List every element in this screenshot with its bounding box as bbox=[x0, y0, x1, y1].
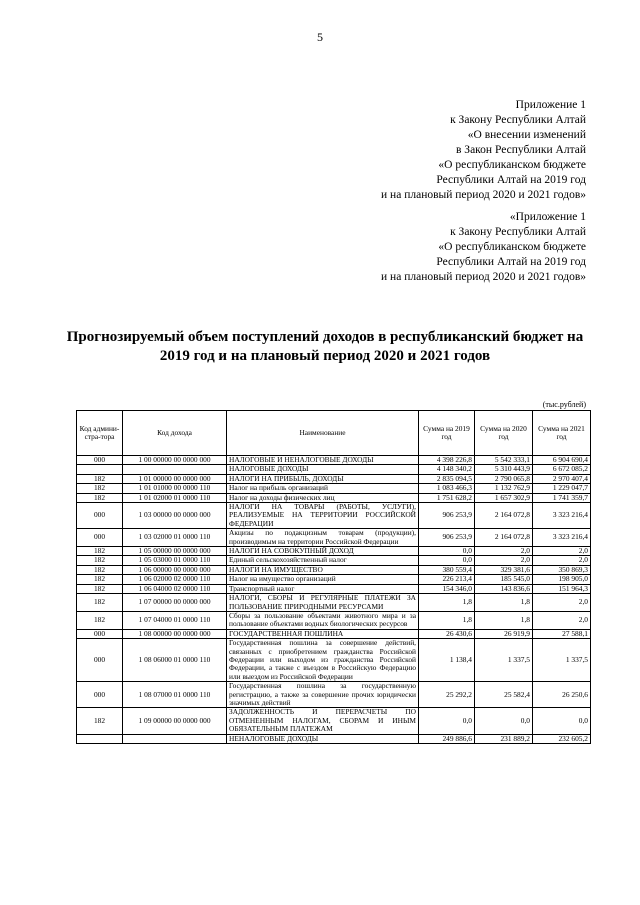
sum-2020-cell: 1,8 bbox=[475, 611, 533, 629]
table-row bbox=[77, 503, 591, 529]
name-cell: НЕНАЛОГОВЫЕ ДОХОДЫ bbox=[227, 734, 419, 743]
name-cell: Налог на имущество организаций bbox=[227, 575, 419, 584]
name-cell: НАЛОГИ НА ТОВАРЫ (РАБОТЫ, УСЛУГИ), РЕАЛИЗУЕМЫЕ НА ТЕРРИТОРИИ РОССИЙСКОЙ ФЕДЕРАЦИИ bbox=[227, 503, 419, 529]
sum-2019-cell: 380 559,4 bbox=[419, 565, 475, 574]
appendix-line: Республики Алтай на 2019 год bbox=[436, 256, 586, 268]
admin-code-cell: 000 bbox=[77, 639, 123, 682]
appendix-original-block bbox=[381, 210, 586, 285]
appendix-line: к Закону Республики Алтай bbox=[450, 114, 586, 126]
name-cell: НАЛОГОВЫЕ ДОХОДЫ bbox=[227, 465, 419, 474]
sum-2020-cell: 0,0 bbox=[475, 708, 533, 734]
table-row bbox=[77, 594, 591, 612]
page-number: 5 bbox=[317, 30, 323, 44]
table-row bbox=[77, 639, 591, 682]
sum-2019-cell: 1,8 bbox=[419, 594, 475, 612]
sum-2021-cell: 0,0 bbox=[533, 708, 591, 734]
sum-2019-cell: 1 751 628,2 bbox=[419, 493, 475, 502]
sum-2020-cell: 185 545,0 bbox=[475, 575, 533, 584]
sum-2019-cell: 226 213,4 bbox=[419, 575, 475, 584]
table-row bbox=[77, 708, 591, 734]
appendix-amend-block bbox=[381, 98, 586, 203]
sum-2019-cell: 154 346,0 bbox=[419, 584, 475, 593]
table-row bbox=[77, 575, 591, 584]
income-code-cell: 1 01 02000 01 0000 110 bbox=[123, 493, 227, 502]
admin-code-cell: 182 bbox=[77, 565, 123, 574]
sum-2020-cell: 1 132 762,9 bbox=[475, 484, 533, 493]
sum-2020-cell: 5 542 333,1 bbox=[475, 456, 533, 465]
name-cell: Акцизы по подакцизным товарам (продукции), производимым на территории Российской Федерации bbox=[227, 529, 419, 547]
sum-2021-cell: 2,0 bbox=[533, 594, 591, 612]
sum-2020-cell: 329 381,6 bbox=[475, 565, 533, 574]
sum-2021-cell: 1 741 359,7 bbox=[533, 493, 591, 502]
table-row bbox=[77, 529, 591, 547]
income-code-cell: 1 05 03000 01 0000 110 bbox=[123, 556, 227, 565]
sum-2021-cell: 198 905,0 bbox=[533, 575, 591, 584]
header-name: Наименование bbox=[227, 411, 419, 456]
appendix-line: «О внесении изменений bbox=[467, 129, 586, 141]
sum-2020-cell: 2,0 bbox=[475, 547, 533, 556]
name-cell: ЗАДОЛЖЕННОСТЬ И ПЕРЕРАСЧЕТЫ ПО ОТМЕНЕННЫМ НАЛОГАМ, СБОРАМ И ИНЫМ ОБЯЗАТЕЛЬНЫМ ПЛАТЕЖАМ bbox=[227, 708, 419, 734]
name-cell: Налог на прибыль организаций bbox=[227, 484, 419, 493]
admin-code-cell: 000 bbox=[77, 456, 123, 465]
appendix-line: и на плановый период 2020 и 2021 годов» bbox=[381, 189, 586, 201]
admin-code-cell: 182 bbox=[77, 708, 123, 734]
sum-2019-cell: 906 253,9 bbox=[419, 503, 475, 529]
income-code-cell bbox=[123, 465, 227, 474]
document-title: Прогнозируемый объем поступлений доходов в республиканский бюджет на 2019 год и на плановый период 2020 и 2021 годов bbox=[66, 329, 584, 364]
income-code-cell: 1 03 00000 00 0000 000 bbox=[123, 503, 227, 529]
table-row bbox=[77, 556, 591, 565]
income-code-cell: 1 06 00000 00 0000 000 bbox=[123, 565, 227, 574]
appendix-line: в Закон Республики Алтай bbox=[456, 144, 586, 156]
sum-2019-cell: 1 138,4 bbox=[419, 639, 475, 682]
table-row bbox=[77, 611, 591, 629]
sum-2020-cell: 231 889,2 bbox=[475, 734, 533, 743]
income-code-cell: 1 01 00000 00 0000 000 bbox=[123, 474, 227, 483]
name-cell: Транспортный налог bbox=[227, 584, 419, 593]
sum-2021-cell: 350 869,3 bbox=[533, 565, 591, 574]
sum-2020-cell: 2 790 065,8 bbox=[475, 474, 533, 483]
sum-2019-cell: 0,0 bbox=[419, 556, 475, 565]
sum-2021-cell: 27 588,1 bbox=[533, 629, 591, 638]
admin-code-cell bbox=[77, 465, 123, 474]
sum-2021-cell: 2,0 bbox=[533, 556, 591, 565]
admin-code-cell bbox=[77, 734, 123, 743]
admin-code-cell: 182 bbox=[77, 547, 123, 556]
table-header-row bbox=[77, 411, 591, 456]
sum-2019-cell: 0,0 bbox=[419, 708, 475, 734]
appendix-line: Республики Алтай на 2019 год bbox=[436, 174, 586, 186]
sum-2021-cell: 1 337,5 bbox=[533, 639, 591, 682]
name-cell: Государственная пошлина за совершение действий, связанных с приобретением гражданства Российской Федерации или выходом из гражданства Российской Федерации, а также с въездом в Российскую Федерацию или выездом из Российской Федерации bbox=[227, 639, 419, 682]
sum-2019-cell: 1,8 bbox=[419, 611, 475, 629]
sum-2021-cell: 6 672 085,2 bbox=[533, 465, 591, 474]
header-sum-2021: Сумма на 2021 год bbox=[533, 411, 591, 456]
appendix-line: «Приложение 1 bbox=[509, 211, 586, 223]
sum-2020-cell: 25 582,4 bbox=[475, 682, 533, 708]
sum-2021-cell: 2,0 bbox=[533, 547, 591, 556]
revenue-table bbox=[76, 410, 591, 744]
income-code-cell: 1 01 01000 00 0000 110 bbox=[123, 484, 227, 493]
admin-code-cell: 182 bbox=[77, 484, 123, 493]
income-code-cell: 1 00 00000 00 0000 000 bbox=[123, 456, 227, 465]
appendix-line: и на плановый период 2020 и 2021 годов» bbox=[381, 271, 586, 283]
appendix-line: «О республиканском бюджете bbox=[438, 159, 586, 171]
admin-code-cell: 182 bbox=[77, 556, 123, 565]
sum-2021-cell: 3 323 216,4 bbox=[533, 503, 591, 529]
unit-label: (тыс.рублей) bbox=[542, 400, 586, 409]
table-row bbox=[77, 465, 591, 474]
admin-code-cell: 000 bbox=[77, 529, 123, 547]
name-cell: НАЛОГИ, СБОРЫ И РЕГУЛЯРНЫЕ ПЛАТЕЖИ ЗА ПОЛЬЗОВАНИЕ ПРИРОДНЫМИ РЕСУРСАМИ bbox=[227, 594, 419, 612]
sum-2019-cell: 4 398 226,8 bbox=[419, 456, 475, 465]
sum-2019-cell: 1 083 466,3 bbox=[419, 484, 475, 493]
income-code-cell bbox=[123, 734, 227, 743]
name-cell: НАЛОГИ НА ИМУЩЕСТВО bbox=[227, 565, 419, 574]
income-code-cell: 1 08 06000 01 0000 110 bbox=[123, 639, 227, 682]
sum-2020-cell: 143 836,6 bbox=[475, 584, 533, 593]
sum-2020-cell: 1 337,5 bbox=[475, 639, 533, 682]
appendix-line: к Закону Республики Алтай bbox=[450, 226, 586, 238]
admin-code-cell: 000 bbox=[77, 503, 123, 529]
sum-2021-cell: 1 229 047,7 bbox=[533, 484, 591, 493]
sum-2019-cell: 4 148 340,2 bbox=[419, 465, 475, 474]
sum-2020-cell: 26 919,9 bbox=[475, 629, 533, 638]
admin-code-cell: 182 bbox=[77, 493, 123, 502]
admin-code-cell: 182 bbox=[77, 474, 123, 483]
income-code-cell: 1 06 04000 02 0000 110 bbox=[123, 584, 227, 593]
sum-2019-cell: 249 886,6 bbox=[419, 734, 475, 743]
name-cell: НАЛОГИ НА ПРИБЫЛЬ, ДОХОДЫ bbox=[227, 474, 419, 483]
sum-2019-cell: 26 430,6 bbox=[419, 629, 475, 638]
admin-code-cell: 000 bbox=[77, 629, 123, 638]
table-body bbox=[77, 456, 591, 744]
name-cell: Единый сельскохозяйственный налог bbox=[227, 556, 419, 565]
income-code-cell: 1 06 02000 02 0000 110 bbox=[123, 575, 227, 584]
admin-code-cell: 182 bbox=[77, 584, 123, 593]
income-code-cell: 1 03 02000 01 0000 110 bbox=[123, 529, 227, 547]
sum-2021-cell: 232 605,2 bbox=[533, 734, 591, 743]
name-cell: Государственная пошлина за государственную регистрацию, а также за совершение прочих юридически значимых действий bbox=[227, 682, 419, 708]
sum-2020-cell: 2,0 bbox=[475, 556, 533, 565]
sum-2019-cell: 25 292,2 bbox=[419, 682, 475, 708]
sum-2019-cell: 2 835 094,5 bbox=[419, 474, 475, 483]
sum-2019-cell: 906 253,9 bbox=[419, 529, 475, 547]
appendix-line: «О республиканском бюджете bbox=[438, 241, 586, 253]
sum-2021-cell: 6 904 690,4 bbox=[533, 456, 591, 465]
income-code-cell: 1 08 07000 01 0000 110 bbox=[123, 682, 227, 708]
admin-code-cell: 182 bbox=[77, 594, 123, 612]
admin-code-cell: 182 bbox=[77, 575, 123, 584]
sum-2021-cell: 2 970 407,4 bbox=[533, 474, 591, 483]
table-row bbox=[77, 484, 591, 493]
income-code-cell: 1 09 00000 00 0000 000 bbox=[123, 708, 227, 734]
income-code-cell: 1 08 00000 00 0000 000 bbox=[123, 629, 227, 638]
header-sum-2020: Сумма на 2020 год bbox=[475, 411, 533, 456]
sum-2020-cell: 5 310 443,9 bbox=[475, 465, 533, 474]
sum-2020-cell: 2 164 072,8 bbox=[475, 503, 533, 529]
sum-2019-cell: 0,0 bbox=[419, 547, 475, 556]
admin-code-cell: 000 bbox=[77, 682, 123, 708]
sum-2020-cell: 1 657 302,9 bbox=[475, 493, 533, 502]
sum-2021-cell: 26 250,6 bbox=[533, 682, 591, 708]
name-cell: Налог на доходы физических лиц bbox=[227, 493, 419, 502]
name-cell: НАЛОГИ НА СОВОКУПНЫЙ ДОХОД bbox=[227, 547, 419, 556]
sum-2020-cell: 2 164 072,8 bbox=[475, 529, 533, 547]
name-cell: НАЛОГОВЫЕ И НЕНАЛОГОВЫЕ ДОХОДЫ bbox=[227, 456, 419, 465]
header-income-code: Код дохода bbox=[123, 411, 227, 456]
appendix-line: Приложение 1 bbox=[515, 99, 586, 111]
name-cell: Сборы за пользование объектами животного мира и за пользование объектами водных биологических ресурсов bbox=[227, 611, 419, 629]
header-sum-2019: Сумма на 2019 год bbox=[419, 411, 475, 456]
table-row bbox=[77, 734, 591, 743]
income-code-cell: 1 05 00000 00 0000 000 bbox=[123, 547, 227, 556]
sum-2021-cell: 3 323 216,4 bbox=[533, 529, 591, 547]
sum-2021-cell: 151 964,3 bbox=[533, 584, 591, 593]
name-cell: ГОСУДАРСТВЕННАЯ ПОШЛИНА bbox=[227, 629, 419, 638]
income-code-cell: 1 07 04000 01 0000 110 bbox=[123, 611, 227, 629]
income-code-cell: 1 07 00000 00 0000 000 bbox=[123, 594, 227, 612]
sum-2021-cell: 2,0 bbox=[533, 611, 591, 629]
admin-code-cell: 182 bbox=[77, 611, 123, 629]
table-row bbox=[77, 682, 591, 708]
sum-2020-cell: 1,8 bbox=[475, 594, 533, 612]
header-admin-code: Код админи-стра-тора bbox=[77, 411, 123, 456]
